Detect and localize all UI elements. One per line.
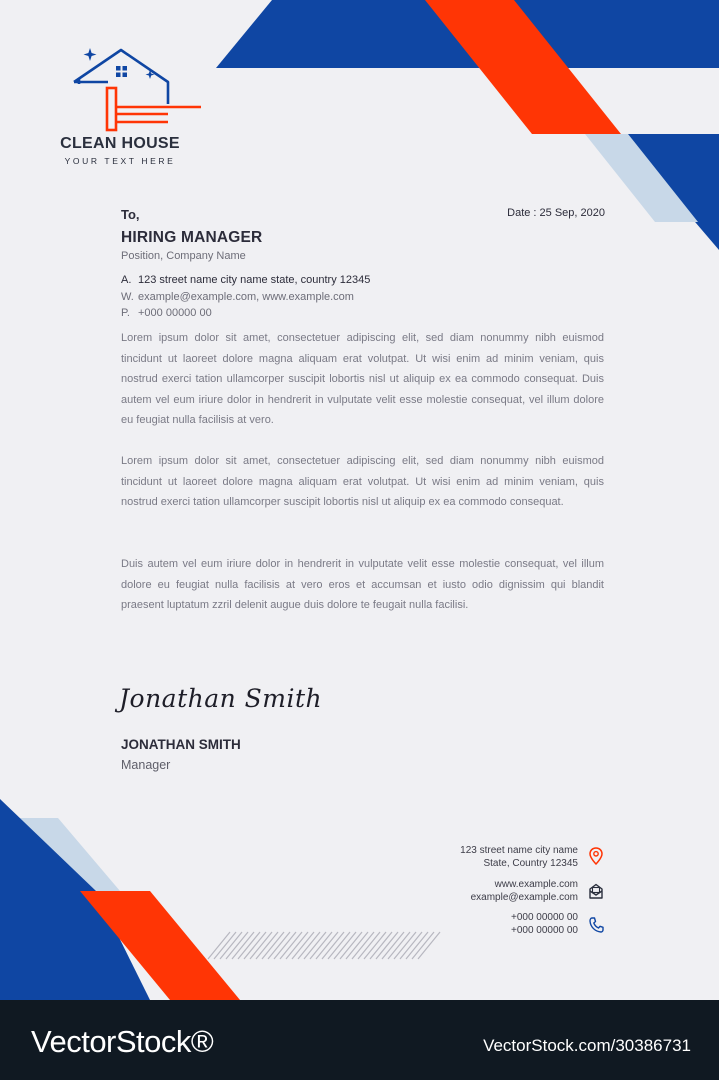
phone-text: +000 00000 00 (138, 307, 212, 319)
watermark-image-id: VectorStock.com/30386731 (483, 1036, 691, 1055)
phone-prefix: P. (121, 307, 130, 319)
recipient-web (121, 291, 354, 303)
house-squeegee-icon (70, 44, 210, 136)
logo-name: CLEAN HOUSE (60, 135, 180, 152)
recipient-title: HIRING MANAGER (121, 229, 263, 246)
contact-address (460, 844, 578, 870)
contact-phone-line-1: +000 00000 00 (510, 912, 578, 923)
hatch-pattern (208, 932, 440, 959)
body-paragraph-1: Lorem ipsum dolor sit amet, consectetuer adipiscing elit, sed diam nonummy nibh euismod tincidunt ut laoreet dolore magna aliquam erat volutpat. Ut wisi enim ad minim veniam, quis nostrud exerci tation ullamcorper suscipit lobortis nisl ut aliquip ex ea commodo consequat. Duis autem vel eum iriure dolor in hendrerit in vulputate velit esse molestie consequat, vel illum dolore eu feugiat nulla facilisis at vero. (121, 332, 604, 427)
signer-name: JONATHAN SMITH (121, 737, 241, 752)
logo-tagline: YOUR TEXT HERE (64, 156, 176, 166)
web-prefix: W. (121, 291, 134, 303)
body-paragraph-3: Duis autem vel eum iriure dolor in hendrerit in vulputate velit esse molestie consequat, vel illum dolore eu feugiat nulla facilisis at vero eros et accumsan et iusto odio dignissim qui blandit praesent luptatum zzril delenit augue duis dolore te feugait nulla facilisi. (121, 558, 604, 612)
recipient-address (121, 274, 370, 286)
signer-role: Manager (121, 758, 171, 772)
web-text: example@example.com, www.example.com (138, 291, 354, 303)
contact-address-line-1: 123 street name city name (460, 845, 578, 856)
envelope-icon (588, 882, 604, 900)
contact-phone (511, 911, 578, 937)
contact-web (471, 878, 578, 904)
recipient-position: Position, Company Name (121, 250, 246, 262)
body-paragraph-2: Lorem ipsum dolor sit amet, consectetuer adipiscing elit, sed diam nonummy nibh euismod tincidunt ut laoreet dolore magna aliquam erat volutpat. Ut wisi enim ad minim veniam, quis nostrud exerci tation ullamcorper suscipit lobortis nisl ut aliquip ex ea commodo consequat. (121, 455, 604, 509)
salutation: To, (121, 207, 140, 222)
location-pin-icon (588, 847, 604, 865)
address-text: 123 street name city name state, country 12345 (138, 274, 371, 286)
signature: Jonathan Smith (119, 684, 323, 713)
recipient-phone (121, 307, 212, 319)
phone-icon (588, 916, 604, 934)
contact-web-line-1: www.example.com (494, 879, 578, 890)
contact-address-line-2: State, Country 12345 (483, 858, 578, 869)
address-prefix: A. (121, 274, 132, 286)
contact-phone-line-2: +000 00000 00 (510, 925, 578, 936)
letter-date: Date : 25 Sep, 2020 (507, 207, 605, 219)
watermark-brand: VectorStock® (31, 1024, 214, 1059)
contact-web-line-2: example@example.com (470, 892, 578, 903)
